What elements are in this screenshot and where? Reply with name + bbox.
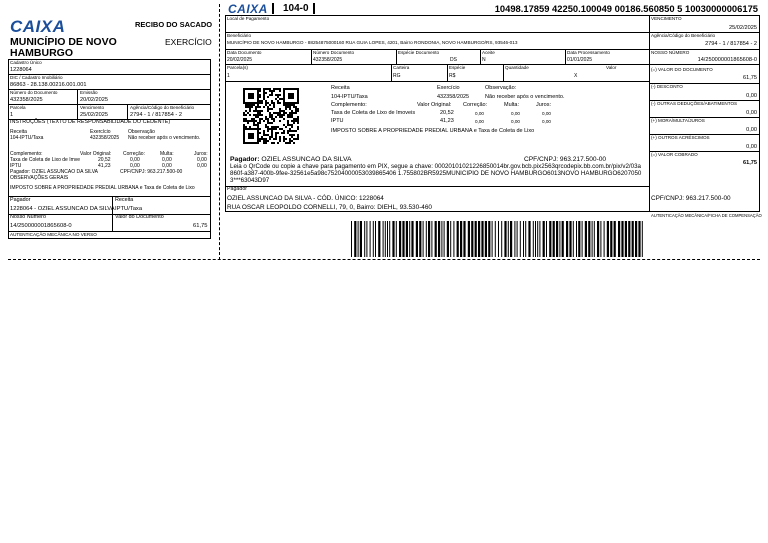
agencia-label: Agência/Código do Beneficiário [130, 105, 195, 110]
dic-label: DIC / Cadastro Imobiliário [10, 75, 63, 80]
cadastro-value: 1228064 [10, 67, 32, 73]
numdoc-value: 432358/2025 [10, 97, 43, 103]
valor-label: Valor do Documento [115, 214, 164, 220]
nosso-label-slip: NOSSO NÚMERO [651, 50, 690, 55]
receipt-title: RECIBO DO SACADO [135, 20, 213, 29]
especie-doc-value: DS [450, 57, 457, 63]
valor-doc-value: 61,75 [743, 75, 757, 81]
slip-autent: AUTENTICAÇÃO MECÂNICA/FICHA DE COMPENSAÇÃO [651, 213, 762, 218]
sacado-cpf: CPF/CNPJ: 963.217.500-00 [524, 156, 607, 163]
aceite-label: Aceite [482, 50, 495, 55]
exercicio-label: EXERCÍCIO [165, 37, 212, 47]
benef-value: MUNICÍPIO DE NOVO HAMBURGO - 88254875000160 RUA GUIA LOPES, 4201, Bairro RONDONIA, NOVO HAMBURGO/RS, 93546-013 [227, 40, 518, 45]
slip-pagador-label: Pagador [227, 186, 248, 192]
valor-value-slip: X [574, 73, 578, 79]
slip-pagador-line2: RUA OSCAR LEOPOLDO CORNELLI, 79, 0, Bairro: DIEHL, 93.530-460 [227, 204, 432, 211]
parcela-label: Parcela [10, 105, 26, 110]
desconto-label: (-) DESCONTO [651, 84, 683, 89]
receita-label: Receita [115, 197, 134, 203]
cadastro-label: Cadastro Único [10, 60, 42, 65]
nosso-value-slip: 14/250000001865608-0 [697, 57, 757, 63]
obs-label: OBSERVAÇÕES GERAIS [10, 175, 69, 181]
slip-imposto-line: IMPOSTO SOBRE A PROPRIEDADE PREDIAL URBANA e Taxa de Coleta de Lixo [331, 128, 535, 134]
dic-value: 86863 - 28.138.00216.001.001 [10, 82, 87, 88]
data-doc-value: 20/02/2025 [227, 57, 253, 63]
barcode [349, 221, 646, 257]
desconto-value: 0,00 [746, 93, 757, 99]
parcela-label-slip: Parcela(s) [227, 65, 248, 70]
carteira-label: Carteira [393, 65, 410, 70]
especie-label: Espécie [449, 65, 466, 70]
cut-line-horizontal [8, 259, 760, 260]
valor-value: 61,75 [193, 223, 208, 229]
outros-acr-label: (+) OUTROS ACRÉSCIMOS [651, 135, 710, 140]
pagador-label: Pagador [10, 197, 31, 203]
especie-value: R$ [449, 73, 456, 79]
municipality-name: MUNICÍPIO DE NOVO HAMBURGO [10, 36, 117, 59]
instr-label: INSTRUÇÕES (TEXTO DE RESPONSABILIDADE DO CEDENTE) [10, 119, 171, 125]
cut-line-vertical [219, 4, 220, 260]
venc-value-slip: 25/02/2025 [729, 25, 757, 31]
receipt-autent: AUTENTICAÇÃO MECÂNICA NO VERSO [10, 232, 97, 237]
local-label: Local de Pagamento [227, 16, 270, 21]
data-proc-value: 01/01/2025 [567, 57, 593, 63]
pagador-value: 1228064 - OZIEL ASSUNCAO DA SILVA [10, 206, 115, 212]
data-doc-label: Data Documento [227, 50, 262, 55]
pix-key-text: Leia o QrCode ou copie a chave para pagamento em PIX, segue a chave: 00020101021226850014br.gov.bcb.pix2563qrcodepix.bb.com.br/pix/v2/03a860f-a387-400b-9fee-32561e5a98c75204000053039865406 1.755802BR5925MUNICIPIO DE NOVO HAMBURGO6013NOVO HAMBURGO62070503***63043D97 [230, 163, 642, 184]
cobrado-value: 61,75 [743, 160, 757, 166]
valor-label-slip: Valor [606, 65, 617, 70]
mora-value: 0,00 [746, 127, 757, 133]
cpf-line: CPF/CNPJ: 963.217.500-00 [120, 169, 183, 175]
caixa-logo: CAIXA [10, 17, 66, 36]
numdoc-label: Número do Documento [10, 90, 58, 95]
bank-code: 104-0 [283, 3, 309, 14]
parcela-value-slip: 1 [227, 73, 230, 79]
outras-ded-label: (-) OUTRAS DEDUÇÕES/ABATIMENTOS [651, 101, 738, 106]
emissao-value: 20/02/2025 [80, 97, 108, 103]
cobrado-label: (=) VALOR COBRADO [651, 152, 698, 157]
venc-label-slip: VENCIMENTO [651, 16, 682, 21]
receita-value: IPTU/Taxa [115, 206, 143, 212]
num-doc-value: 432358/2025 [313, 57, 343, 63]
outros-acr-value: 0,00 [746, 144, 757, 150]
sacado-line: Pagador: OZIEL ASSUNCAO DA SILVA [230, 156, 352, 163]
slip-pagador-cpf: CPF/CNPJ: 963.217.500-00 [651, 195, 731, 202]
agencia-value-slip: 2794 - 1 / 817854 - 2 [705, 41, 757, 47]
venc-label: Vencimento [80, 105, 105, 110]
emissao-label: Emissão [80, 90, 98, 95]
aceite-value: N [482, 57, 486, 63]
agencia-value: 2794 - 1 / 817854 - 2 [130, 112, 182, 118]
carteira-value: RG [393, 73, 401, 79]
caixa-logo-slip: CAIXA [228, 2, 268, 16]
venc-value: 25/02/2025 [80, 112, 108, 118]
valor-doc-label: (=) VALOR DO DOCUMENTO [651, 67, 713, 72]
pix-qr-code [243, 88, 299, 144]
nosso-label: Nosso Número [10, 214, 46, 220]
qtd-label: Quantidade [505, 65, 529, 70]
especie-doc-label: Espécie Documento [398, 50, 440, 55]
slip-pagador-line1: OZIEL ASSUNCAO DA SILVA - CÓD. ÚNICO: 1228064 [227, 195, 384, 202]
mora-label: (+) MORA/MULTA/JUROS [651, 118, 705, 123]
nosso-value: 14/250000001865608-0 [10, 223, 72, 229]
data-proc-label: Data Processamento [567, 50, 610, 55]
agencia-label-slip: Agência/Código do Beneficiário [651, 33, 716, 38]
outras-ded-value: 0,00 [746, 110, 757, 116]
benef-label: Beneficiário [227, 33, 252, 38]
pagador-line: Pagador: OZIEL ASSUNCAO DA SILVA [10, 169, 99, 175]
num-doc-label: Número Documento [313, 50, 355, 55]
linha-digitavel[interactable]: 10498.17859 42250.100049 00186.560850 5 10030000006175 [494, 3, 758, 14]
imposto-line: IMPOSTO SOBRE A PROPRIEDADE PREDIAL URBANA e Taxa de Coleta de Lixo [10, 185, 195, 191]
parcela-value: 1 [10, 112, 14, 118]
